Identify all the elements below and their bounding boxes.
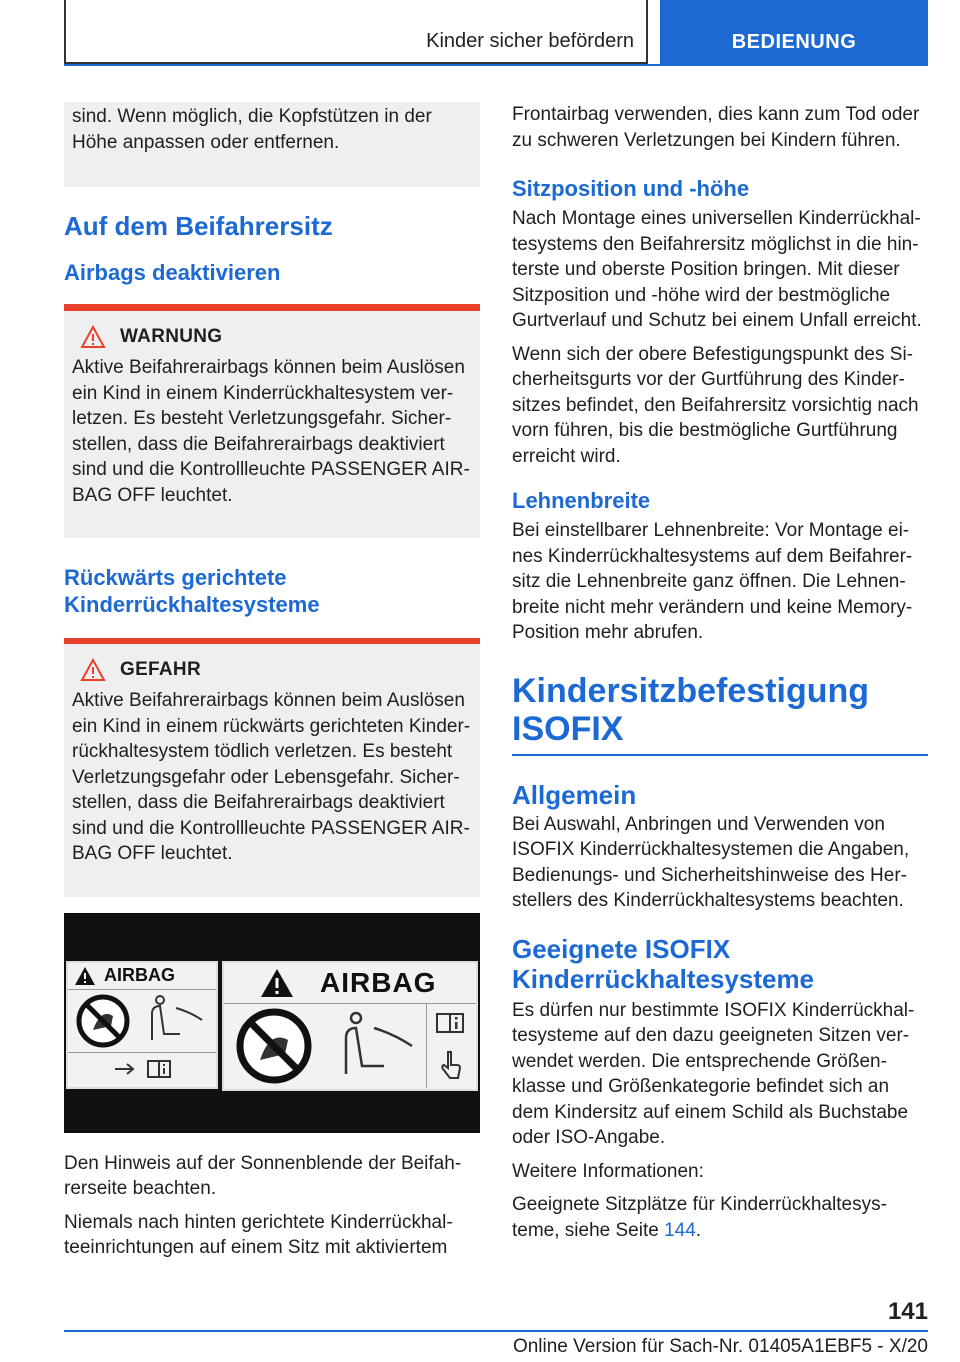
danger-triangle-icon <box>80 658 106 682</box>
cross-reference-text: Geeignete Sitzplätze für Kinderrückhaltesys-teme, siehe Seite <box>512 1194 887 1241</box>
general-text: Bei Auswahl, Anbringen und Verwenden von ISOFIX Kinderrückhaltesystemen die Angaben, Bedienungs- und Sicherheitshinweise des Her-stellers des Kinderrückhaltesystems beachten. <box>512 813 910 911</box>
online-version-text: Online Version für Sach-Nr. 01405A1EBF5 - X/20 <box>512 1336 928 1357</box>
suitable-text: Es dürfen nur bestimmte ISOFIX Kinderrückhal-tesysteme auf den dazu geeigneten Sitzen ver-wendet werden. Die entsprechende Größen-klasse und Größenkategorie befindet sich an dem Kindersitz auf einem Schild als Buchstabe oder ISO-Angabe. <box>512 999 915 1148</box>
warning-text: Aktive Beifahrerairbags können beim Auslösen ein Kind in einem Kinderrückhaltesystem ver-letzen. Es besteht Verletzungsgefahr. Sicher-stellen, dass die Beifahrerairbags deaktiviert sind und die Kontrollleuchte PASSENGER AIR-BAG OFF leuchtet. <box>72 357 470 506</box>
isofix-rule <box>512 754 928 756</box>
sticker-large-label: AIRBAG <box>320 966 437 998</box>
right-column <box>512 102 928 1251</box>
airbag-label-photo <box>64 913 480 1133</box>
warning-icon <box>74 966 96 986</box>
continued-note <box>64 102 480 187</box>
airbag-sticker-large <box>222 961 478 1091</box>
heading-rearward-systems: Rückwärts gerichtete Kinderrückhaltesysteme <box>64 565 320 617</box>
warning-triangle-icon <box>80 325 106 349</box>
section-tab[interactable]: BEDIENUNG <box>660 0 928 66</box>
seat-position-text: Nach Montage eines universellen Kinderrückhal-tesystems den Beifahrersitz möglichst in die hin-terste und oberste Position bringen. Mit dieser Sitzposition und -höhe wird der bestmögliche Gurtverlauf und Schutz bei einem Unfall erreicht. <box>512 208 922 331</box>
airbag-sticker-small <box>66 961 218 1089</box>
heading-general: Allgemein <box>512 779 637 810</box>
heading-suitable-isofix: Geeignete ISOFIX Kinderrückhaltesysteme <box>512 933 815 994</box>
warning-box <box>64 304 480 538</box>
more-info-label: Weitere Informationen: <box>512 1160 704 1182</box>
pointing-hand-icon <box>113 1060 139 1078</box>
left-column <box>64 102 480 1269</box>
no-rear-facing-seat-icon-large <box>224 1004 324 1088</box>
danger-label: GEFAHR <box>120 659 201 680</box>
backrest-width-text: Bei einstellbarer Lehnenbreite: Vor Montage ei-nes Kinderrückhaltesystems auf dem Beifahrer-sitz die Lehnenbreite ganz öffnen. Die Lehnen-breite nicht mehr verändern und keine Memory-Position mehr abrufen. <box>512 520 913 643</box>
cross-reference-end: . <box>695 1219 702 1241</box>
continued-text: Frontairbag verwenden, dies kann zum Tod oder zu schweren Verletzungen bei Kindern führen. <box>512 104 920 151</box>
no-rear-facing-seat-icon <box>68 990 138 1052</box>
sticker-small-label: AIRBAG <box>104 965 175 985</box>
header-title-box <box>64 0 648 64</box>
heading-backrest-width: Lehnenbreite <box>512 488 651 513</box>
cross-reference <box>512 1192 928 1243</box>
warning-bar <box>64 304 480 311</box>
danger-text: Aktive Beifahrerairbags können beim Auslösen ein Kind in einem rückwärts gerichteten Kinder-rückhaltesystem tödlich verletzen. Es besteht Verletzungsgefahr oder Lebensgefahr. Sicher-stellen, dass die Beifahrerairbags deaktiviert sind und die Kontrollleuchte PASSENGER AIR-BAG OFF leuchtet. <box>72 690 471 864</box>
sunvisor-note: Den Hinweis auf der Sonnenblende der Beifah-rerseite beachten. <box>64 1152 462 1199</box>
never-rearward-text: Niemals nach hinten gerichtete Kinderrückhal-teeinrichtungen auf einem Sitz mit aktiviertem <box>64 1211 453 1258</box>
belt-anchor-text: Wenn sich der obere Befestigungspunkt des Si-cherheitsgurts vor der Gurtführung des Kinder-sitzes befindet, den Beifahrersitz vorsichtig nach vorn führen, bis die bestmögliche Gurtführung erreicht wird. <box>512 343 919 467</box>
chapter-title: Kinder sicher befördern <box>426 30 634 52</box>
warning-icon-large <box>260 968 294 998</box>
header-rule <box>64 64 928 66</box>
airbag-seat-icon-large <box>324 1004 426 1088</box>
page-link-144[interactable]: 144 <box>664 1219 696 1241</box>
warning-label: WARNUNG <box>120 326 223 347</box>
intro-text: sind. Wenn möglich, die Kopfstützen in der Höhe anpassen oder entfernen. <box>72 106 432 153</box>
airbag-seat-icon <box>138 990 214 1052</box>
heading-seat-position: Sitzposition und -höhe <box>512 176 750 201</box>
heading-isofix: Kindersitzbefestigung ISOFIX <box>512 671 870 748</box>
heading-passenger-seat: Auf dem Beifahrersitz <box>64 211 333 241</box>
pointing-finger-icon <box>438 1050 462 1080</box>
manual-book-icon-large <box>436 1012 464 1034</box>
footer-rule <box>64 1330 928 1332</box>
danger-box <box>64 638 480 897</box>
page-number: 141 <box>887 1298 928 1325</box>
manual-book-icon <box>147 1059 171 1079</box>
heading-deactivate-airbags: Airbags deaktivieren <box>64 260 281 285</box>
